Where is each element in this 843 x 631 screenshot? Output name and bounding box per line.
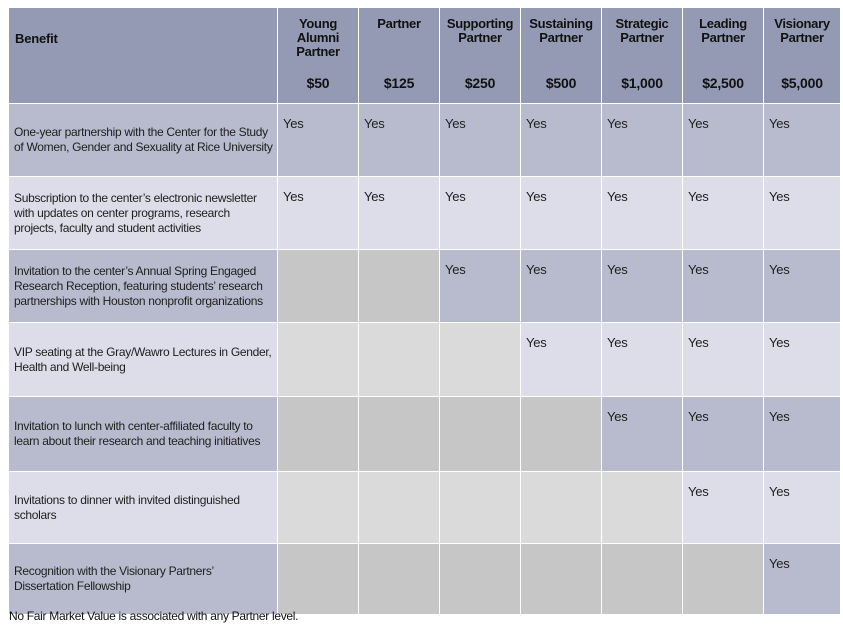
tier-name: Sustaining Partner — [529, 16, 593, 45]
tier-empty-cell — [602, 544, 682, 614]
tier-name: Supporting Partner — [446, 16, 514, 45]
tier-yes-cell: Yes — [683, 177, 763, 249]
tier-price: $5,000 — [781, 75, 823, 91]
tier-empty-cell — [278, 397, 358, 471]
tier-empty-cell — [359, 397, 439, 471]
benefit-text: VIP seating at the Gray/Wawro Lectures in Gender, Health and Well-being — [14, 344, 272, 374]
tier-yes-cell: Yes — [521, 250, 601, 322]
tier-empty-cell — [440, 544, 520, 614]
tier-yes-cell: Yes — [764, 472, 840, 543]
benefit-cell — [9, 544, 277, 614]
tier-yes-cell: Yes — [764, 177, 840, 249]
benefit-text: Recognition with the Visionary Partners’ Dissertation Fellowship — [14, 564, 214, 593]
tier-price: $500 — [545, 75, 577, 91]
tier-empty-cell — [521, 544, 601, 614]
header-tier — [683, 8, 763, 103]
header-tier — [521, 8, 601, 103]
tier-empty-cell — [359, 323, 439, 396]
tier-yes-cell: Yes — [359, 104, 439, 176]
tier-empty-cell — [278, 250, 358, 322]
benefit-cell — [9, 323, 277, 396]
header-benefit: Benefit — [9, 8, 277, 103]
benefit-cell — [9, 397, 277, 471]
header-tier — [278, 8, 358, 103]
tier-yes-cell: Yes — [764, 250, 840, 322]
benefit-text: Invitation to lunch with center-affiliated faculty to learn about their research and teaching initiatives — [14, 419, 261, 448]
tier-empty-cell — [359, 250, 439, 322]
partner-benefits-table — [9, 8, 833, 610]
tier-yes-cell: Yes — [521, 323, 601, 396]
tier-name: Leading Partner — [699, 16, 747, 45]
tier-name: Visionary Partner — [774, 16, 830, 45]
footnote: No Fair Market Value is associated with any Partner level. — [9, 609, 299, 623]
benefit-cell — [9, 250, 277, 322]
tier-yes-cell: Yes — [764, 397, 840, 471]
tier-yes-cell: Yes — [683, 104, 763, 176]
tier-price: $2,500 — [702, 75, 744, 91]
tier-yes-cell: Yes — [683, 250, 763, 322]
tier-name: Partner — [377, 16, 421, 31]
tier-empty-cell — [602, 472, 682, 543]
tier-yes-cell: Yes — [764, 544, 840, 614]
tier-name: Strategic Partner — [615, 16, 669, 45]
tier-empty-cell — [440, 397, 520, 471]
tier-yes-cell: Yes — [602, 397, 682, 471]
benefit-cell — [9, 177, 277, 249]
tier-yes-cell: Yes — [278, 177, 358, 249]
benefit-text: One-year partnership with the Center for the Study of Women, Gender and Sexuality at Rice University — [14, 125, 273, 154]
tier-price: $1,000 — [621, 75, 663, 91]
tier-price: $125 — [383, 75, 415, 91]
tier-yes-cell: Yes — [683, 397, 763, 471]
tier-yes-cell: Yes — [602, 177, 682, 249]
header-tier — [764, 8, 840, 103]
tier-empty-cell — [278, 472, 358, 543]
tier-price: $50 — [306, 75, 330, 91]
tier-yes-cell: Yes — [764, 323, 840, 396]
tier-yes-cell: Yes — [521, 177, 601, 249]
tier-yes-cell: Yes — [521, 104, 601, 176]
tier-yes-cell: Yes — [764, 104, 840, 176]
tier-empty-cell — [278, 323, 358, 396]
tier-yes-cell: Yes — [440, 104, 520, 176]
benefit-cell — [9, 104, 277, 176]
benefit-cell — [9, 472, 277, 543]
tier-yes-cell: Yes — [683, 472, 763, 543]
tier-empty-cell — [359, 472, 439, 543]
tier-empty-cell — [440, 323, 520, 396]
tier-yes-cell: Yes — [683, 323, 763, 396]
tier-empty-cell — [278, 544, 358, 614]
tier-yes-cell: Yes — [440, 177, 520, 249]
tier-empty-cell — [521, 397, 601, 471]
tier-yes-cell: Yes — [602, 250, 682, 322]
benefit-text: Subscription to the center’s electronic newsletter with updates on center programs, research projects, faculty and student activities — [14, 190, 257, 235]
tier-name: Young Alumni Partner — [296, 16, 340, 59]
tier-empty-cell — [521, 472, 601, 543]
tier-empty-cell — [683, 544, 763, 614]
benefit-text: Invitation to the center’s Annual Spring Engaged Research Reception, featuring students’ research partnerships with Houston nonprofit organizations — [14, 263, 263, 308]
header-tier — [359, 8, 439, 103]
tier-yes-cell: Yes — [359, 177, 439, 249]
tier-yes-cell: Yes — [602, 323, 682, 396]
tier-yes-cell: Yes — [440, 250, 520, 322]
tier-empty-cell — [359, 544, 439, 614]
header-tier — [602, 8, 682, 103]
header-tier — [440, 8, 520, 103]
tier-yes-cell: Yes — [602, 104, 682, 176]
benefit-text: Invitations to dinner with invited distinguished scholars — [14, 492, 240, 522]
tier-yes-cell: Yes — [278, 104, 358, 176]
tier-empty-cell — [440, 472, 520, 543]
tier-price: $250 — [464, 75, 496, 91]
